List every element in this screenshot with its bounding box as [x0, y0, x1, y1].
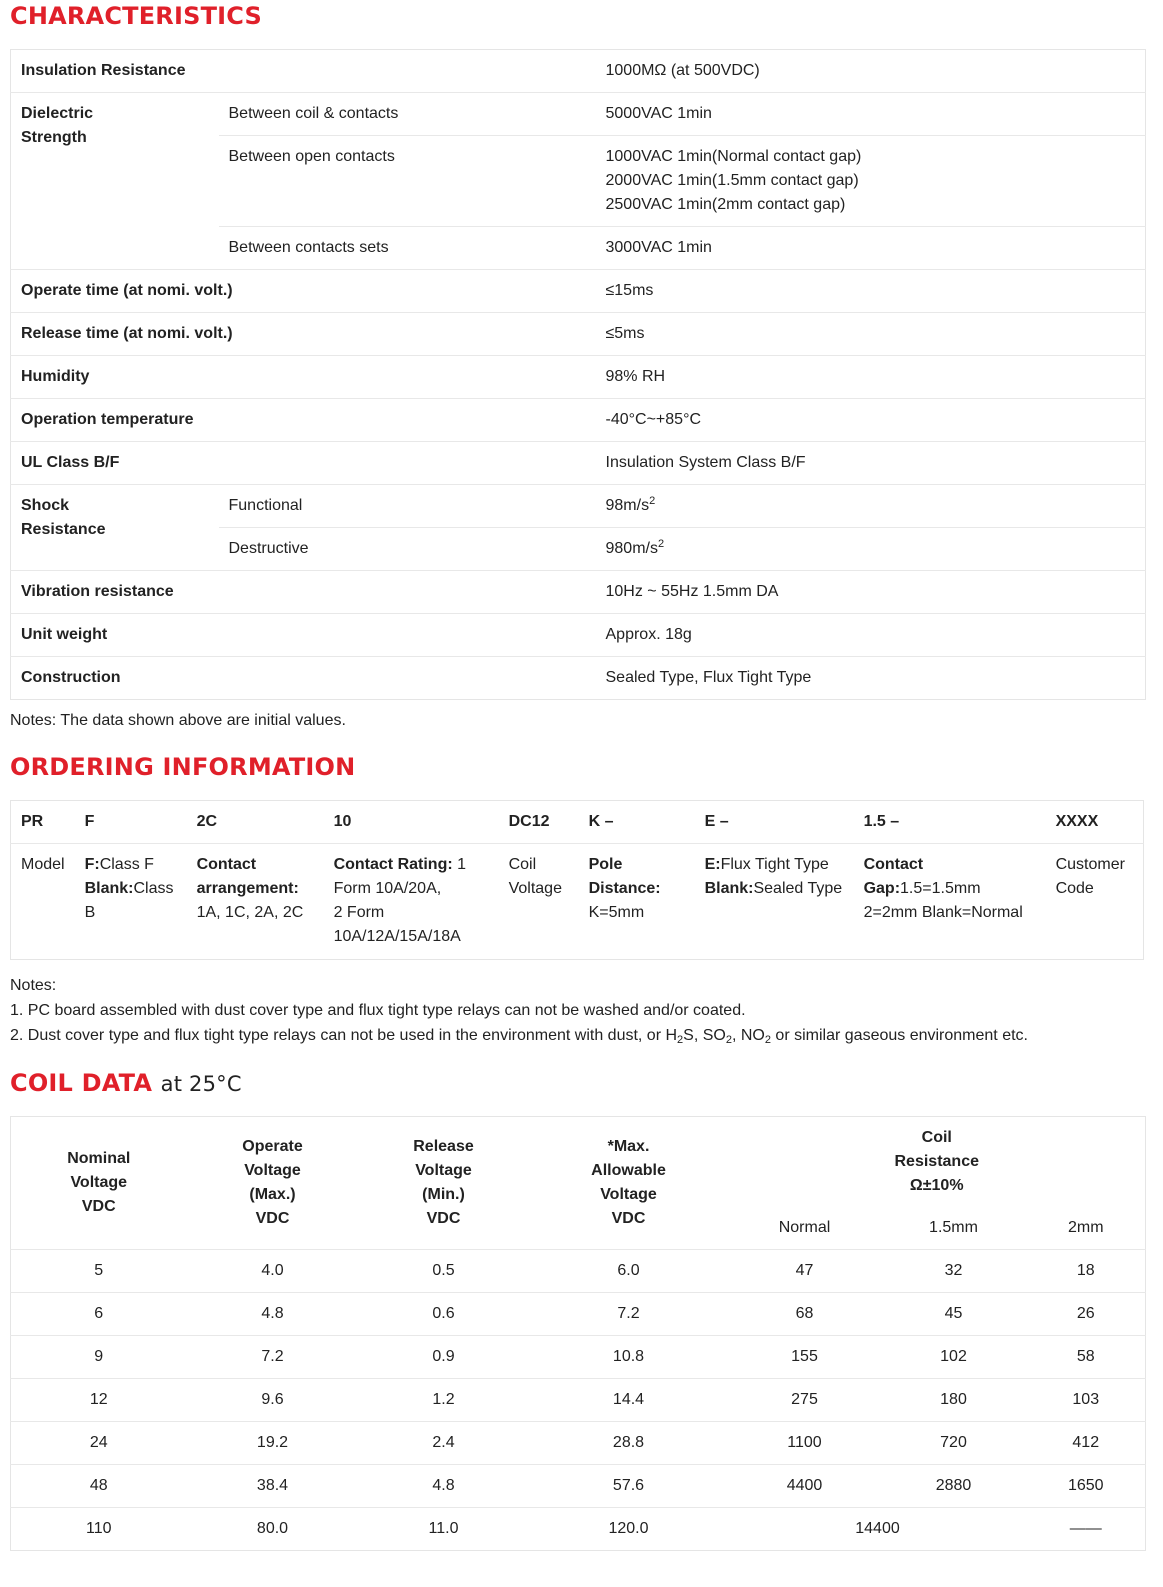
header-line: Operate [242, 1138, 303, 1155]
cell: 47 [729, 1250, 881, 1293]
subscript: 2 [764, 1034, 771, 1046]
e-desc [695, 844, 854, 960]
cell: 32 [881, 1250, 1027, 1293]
header-line: VDC [255, 1210, 290, 1227]
cell: 180 [881, 1379, 1027, 1422]
contact-gap-desc [854, 844, 1046, 960]
exponent: 2 [657, 538, 665, 550]
table-row [11, 1465, 1146, 1508]
row-sublabel: Between open contacts [219, 136, 596, 227]
row-sublabel: Between contacts sets [219, 227, 596, 270]
exponent: 2 [649, 495, 656, 507]
row-label: Operation temperature [11, 399, 596, 442]
header-line: (Min.) [422, 1186, 465, 1203]
cell: 4.8 [187, 1293, 359, 1336]
cell: 45 [881, 1293, 1027, 1336]
desc-key: Blank: [704, 880, 754, 897]
desc-text: Class B [84, 880, 174, 921]
header-line: Release [413, 1138, 474, 1155]
table-row [11, 50, 1146, 93]
header-line: VDC [611, 1210, 646, 1227]
note-item: 1. PC board assembled with dust cover type and flux tight type relays can not be washed and/or coated. [10, 1002, 746, 1019]
ordering-table [10, 800, 1144, 960]
desc-key: Contact Gap: [863, 856, 924, 897]
code-k: K – [579, 801, 695, 844]
table-row [11, 1293, 1146, 1336]
table-row [11, 1422, 1146, 1465]
desc-text: K=5mm [588, 904, 645, 921]
ordering-notes [10, 973, 1028, 1048]
coil-data-title [10, 1069, 242, 1097]
table-row [11, 657, 1146, 700]
header-line: (Max.) [249, 1186, 296, 1203]
cell: —— [1027, 1508, 1146, 1551]
desc-text: 1A, 1C, 2A, 2C [196, 904, 304, 921]
cell: 28.8 [529, 1422, 729, 1465]
desc-text: 1 Form 10A/20A, [333, 856, 467, 897]
row-value: 10Hz ~ 55Hz 1.5mm DA [596, 571, 1146, 614]
code-e: E – [695, 801, 854, 844]
row-value: ≤15ms [596, 270, 1146, 313]
value-text: 980m/s [605, 540, 658, 557]
cell: 7.2 [529, 1293, 729, 1336]
table-row [11, 399, 1146, 442]
note-text: or similar gaseous environment etc. [770, 1027, 1028, 1044]
cell: 2.4 [359, 1422, 529, 1465]
row-label: Vibration resistance [11, 571, 596, 614]
header-line: Allowable [591, 1162, 666, 1179]
cell: 1650 [1027, 1465, 1146, 1508]
table-row [11, 844, 1144, 960]
code-xxxx: XXXX [1046, 801, 1144, 844]
desc-key: F: [84, 856, 100, 873]
table-row [11, 614, 1146, 657]
table-row [11, 442, 1146, 485]
coil-rows [11, 1250, 1146, 1508]
cell: 4.0 [187, 1250, 359, 1293]
code-pr: PR [11, 801, 75, 844]
desc-text: 2 Form 10A/12A/15A/18A [333, 904, 461, 945]
cell: 6 [11, 1293, 187, 1336]
pole-distance-desc [579, 844, 695, 960]
table-row [11, 1508, 1146, 1551]
desc-key: Blank: [84, 880, 134, 897]
cell: 0.6 [359, 1293, 529, 1336]
cell: 11.0 [359, 1508, 529, 1551]
characteristics-title: CHARACTERISTICS [10, 2, 263, 30]
desc-key: Pole Distance: [588, 856, 661, 897]
cell: 1.2 [359, 1379, 529, 1422]
row-sublabel: Destructive [219, 528, 596, 571]
header-operate-voltage [187, 1117, 359, 1250]
subheader-2mm: 2mm [1067, 1219, 1104, 1236]
table-row [11, 1379, 1146, 1422]
table-row [11, 1336, 1146, 1379]
code-f: F [75, 801, 187, 844]
notes-title: Notes: [10, 977, 57, 994]
coil-title-text: COIL DATA [10, 1069, 153, 1097]
cell: 80.0 [187, 1508, 359, 1551]
row-value: 98% RH [596, 356, 1146, 399]
subheader-normal: Normal [778, 1219, 831, 1236]
row-label: Unit weight [11, 614, 596, 657]
header-release-voltage [359, 1117, 529, 1250]
header-max-allowable-voltage [529, 1117, 729, 1250]
row-value: 1000MΩ (at 500VDC) [605, 62, 760, 79]
table-row [11, 571, 1146, 614]
header-line: Voltage [70, 1174, 128, 1191]
cell: 0.5 [359, 1250, 529, 1293]
row-label: Shock Resistance [11, 485, 219, 571]
row-value: ≤5ms [596, 313, 1146, 356]
note-text: , NO [731, 1027, 765, 1044]
customer-code-desc: Customer Code [1055, 856, 1125, 897]
cell: 155 [729, 1336, 881, 1379]
row-value [596, 485, 1146, 528]
header-line: Nominal [67, 1150, 131, 1167]
code-dc12: DC12 [499, 801, 579, 844]
contact-rating-desc [324, 844, 499, 960]
value-text: 98m/s [605, 497, 650, 514]
header-line: Resistance [894, 1153, 979, 1170]
note-text: S, SO [683, 1027, 726, 1044]
cell: 110 [11, 1508, 187, 1551]
row-label: Operate time (at nomi. volt.) [11, 270, 596, 313]
table-row [11, 356, 1146, 399]
header-line: Voltage [244, 1162, 301, 1179]
subscript: 2 [725, 1034, 732, 1046]
desc-text: Class F [99, 856, 154, 873]
cell: 2880 [881, 1465, 1027, 1508]
contact-arrangement-desc [187, 844, 324, 960]
row-sublabel: Functional [219, 485, 596, 528]
value-line: 2500VAC 1min(2mm contact gap) [605, 196, 846, 213]
row-value [596, 528, 1146, 571]
row-value: Approx. 18g [596, 614, 1146, 657]
cell: 275 [729, 1379, 881, 1422]
cell: 9.6 [187, 1379, 359, 1422]
cell: 14400 [729, 1508, 1027, 1551]
ordering-title: ORDERING INFORMATION [10, 753, 356, 781]
cell: 14.4 [529, 1379, 729, 1422]
code-gap: 1.5 – [854, 801, 1046, 844]
row-value: 5000VAC 1min [596, 93, 1146, 136]
cell: 12 [11, 1379, 187, 1422]
note-item [10, 1023, 1028, 1048]
subheader-1-5mm: 1.5mm [929, 1219, 978, 1236]
cell: 19.2 [187, 1422, 359, 1465]
subscript: 2 [677, 1034, 684, 1046]
row-label: UL Class B/F [11, 442, 596, 485]
cell: 4.8 [359, 1465, 529, 1508]
row-label: Humidity [11, 356, 596, 399]
value-line: 1000VAC 1min(Normal contact gap) [605, 148, 862, 165]
table-row [11, 93, 1146, 136]
header-line: VDC [81, 1198, 116, 1215]
cell: 48 [11, 1465, 187, 1508]
header-line: *Max. [607, 1138, 650, 1155]
cell: 10.8 [529, 1336, 729, 1379]
code-10: 10 [324, 801, 499, 844]
header-line: Coil [921, 1129, 952, 1146]
cell: 24 [11, 1422, 187, 1465]
cell: 38.4 [187, 1465, 359, 1508]
cell: 1100 [729, 1422, 881, 1465]
cell: 103 [1027, 1379, 1146, 1422]
table-row [11, 801, 1144, 844]
desc-key: E: [704, 856, 721, 873]
row-value: 3000VAC 1min [596, 227, 1146, 270]
row-label: Construction [11, 657, 596, 700]
cell: 412 [1027, 1422, 1146, 1465]
cell: 18 [1027, 1250, 1146, 1293]
model-desc: Model [21, 856, 65, 873]
row-sublabel: Between coil & contacts [219, 93, 596, 136]
header-line: Voltage [415, 1162, 472, 1179]
header-nominal-voltage [11, 1117, 187, 1250]
cell: 5 [11, 1250, 187, 1293]
desc-text: 1.5=1.5mm 2=2mm Blank=Normal [863, 880, 1023, 921]
cell: 26 [1027, 1293, 1146, 1336]
row-value [596, 136, 1146, 227]
desc-key: Contact arrangement: [196, 856, 299, 897]
cell: 6.0 [529, 1250, 729, 1293]
table-row [11, 1250, 1146, 1293]
row-value: Sealed Type, Flux Tight Type [596, 657, 1146, 700]
table-row [11, 270, 1146, 313]
cell: 4400 [729, 1465, 881, 1508]
cell: 120.0 [529, 1508, 729, 1551]
characteristics-notes: Notes: The data shown above are initial values. [10, 712, 346, 729]
cell: 7.2 [187, 1336, 359, 1379]
coil-data-table [10, 1116, 1146, 1551]
header-line: Ω±10% [909, 1177, 964, 1194]
coil-voltage-desc: Coil Voltage [508, 856, 562, 897]
value-line: 2000VAC 1min(1.5mm contact gap) [605, 172, 859, 189]
cell: 9 [11, 1336, 187, 1379]
row-value: Insulation System Class B/F [596, 442, 1146, 485]
row-label: Release time (at nomi. volt.) [11, 313, 596, 356]
desc-key: Contact Rating: [333, 856, 453, 873]
cell: 58 [1027, 1336, 1146, 1379]
code-2c: 2C [187, 801, 324, 844]
cell: 57.6 [529, 1465, 729, 1508]
cell: 68 [729, 1293, 881, 1336]
note-text: 2. Dust cover type and flux tight type relays can not be used in the environment with dust, or H [10, 1027, 678, 1044]
cell: 102 [881, 1336, 1027, 1379]
cell: 0.9 [359, 1336, 529, 1379]
header-line: Voltage [600, 1186, 657, 1203]
coil-subtitle: at 25°C [160, 1072, 242, 1096]
row-label: Insulation Resistance [21, 62, 186, 79]
row-value: -40°C~+85°C [596, 399, 1146, 442]
desc-text: Sealed Type [753, 880, 843, 897]
table-row [11, 485, 1146, 528]
table-header-row [11, 1117, 1146, 1208]
desc-text: Flux Tight Type [720, 856, 829, 873]
header-coil-resistance [729, 1117, 1146, 1208]
cell: 720 [881, 1422, 1027, 1465]
f-desc [75, 844, 187, 960]
row-label: Dielectric Strength [11, 93, 219, 270]
characteristics-table [10, 49, 1146, 700]
header-line: VDC [426, 1210, 461, 1227]
table-row [11, 313, 1146, 356]
